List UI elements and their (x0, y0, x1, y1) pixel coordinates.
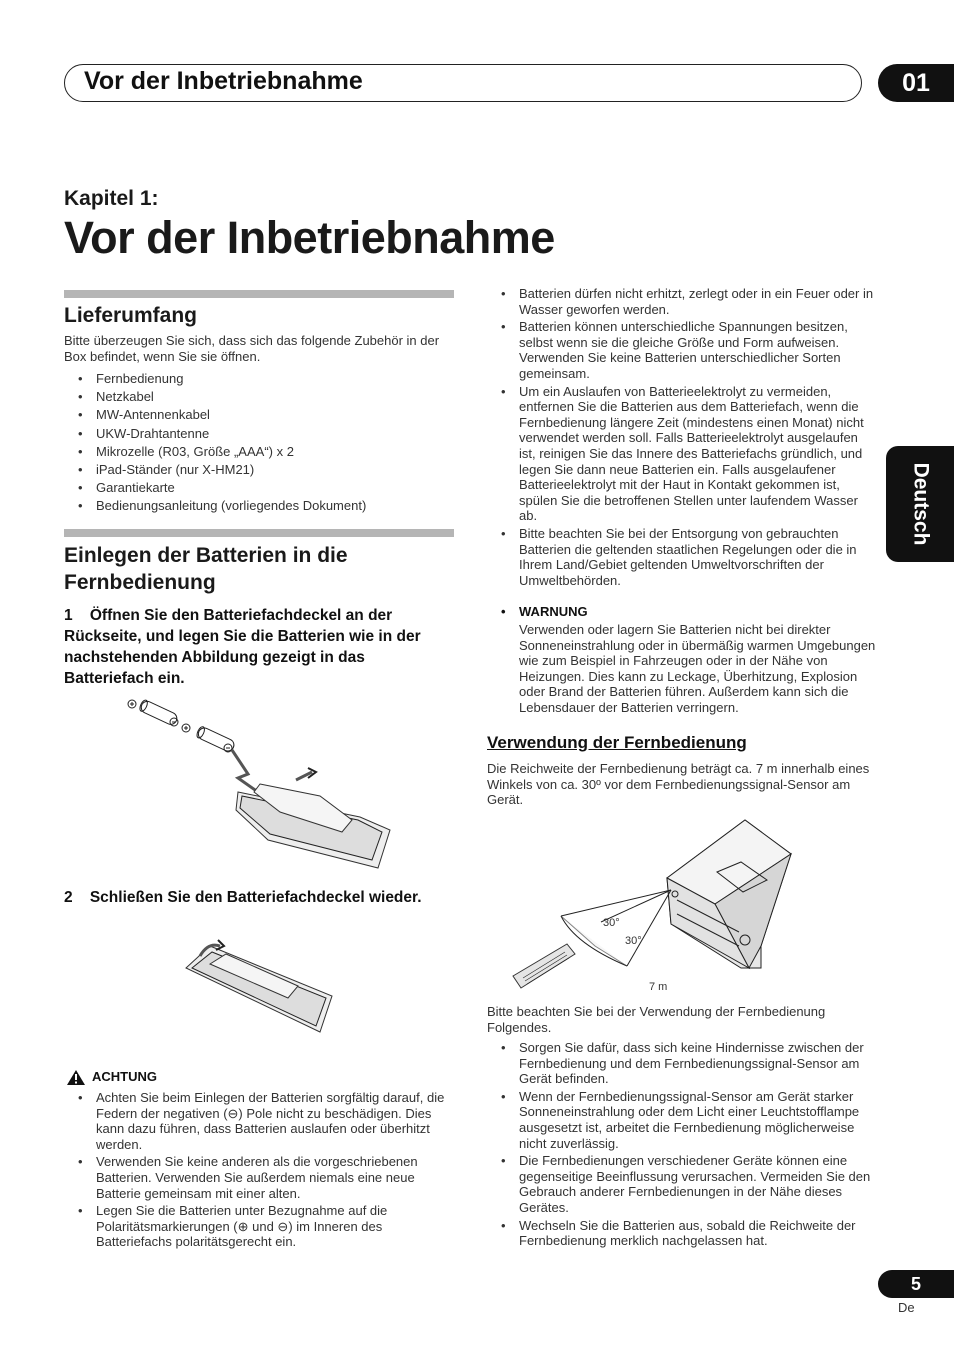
list-item: • Wechseln Sie die Batterien aus, sobald die Reichweite der Fernbedienung merklich nachgelassen hat. (487, 1218, 877, 1249)
step-1: 1 Öffnen Sie den Batteriefachdeckel an der Rückseite, und legen Sie die Batterien wie in der nachstehenden Abbildung gezeigt in das Batteriefach ein. (64, 607, 425, 687)
batterien-heading: Einlegen der Batterien in die Fernbedienung (64, 544, 348, 594)
battery-safety-list (487, 286, 875, 588)
lieferumfang-list (64, 370, 456, 516)
list-item: • Netzkabel (64, 388, 456, 406)
verwendung-intro: Die Reichweite der Fernbedienung beträgt ca. 7 m innerhalb eines Winkels von ca. 30º vor dem Fernbedienungssignal-Sensor am Gerät. (487, 761, 870, 808)
list-item: • Die Fernbedienungen verschiedener Geräte können eine gegenseitige Beeinflussung verursachen. Vermeiden Sie den Gebrauch anderer Fernbedienungen in der Nähe dieses Gerätes. (487, 1153, 877, 1215)
battery-insert-illustration (120, 692, 400, 872)
list-item: • Bitte beachten Sie bei der Entsorgung von gebrauchten Batterien die geltenden staatlichen Regelungen oder die in Ihrem Land/Gebiet geltenden Umweltvorschriften der Umweltbehörden. (487, 526, 875, 588)
verwendung-heading: Verwendung der Fernbedienung (487, 733, 747, 752)
list-item: • MW-Antennenkabel (64, 406, 456, 424)
page-number: 5 (878, 1270, 954, 1298)
header-title: Vor der Inbetriebnahme (84, 67, 363, 95)
chapter-title: Vor der Inbetriebnahme (64, 212, 555, 263)
list-item: • Verwenden Sie keine anderen als die vorgeschriebenen Batterien. Verwenden Sie außerdem niemals eine neue Batterie gemeinsam mit einer alten. (64, 1154, 456, 1201)
page-language: De (898, 1300, 915, 1315)
verwendung-list (487, 1040, 877, 1249)
chapter-number-badge: 01 (878, 64, 954, 102)
language-tab-label: Deutsch (909, 462, 933, 546)
list-item: • Garantiekarte (64, 479, 456, 497)
list-item: • UKW-Drahtantenne (64, 425, 456, 443)
list-item: • Batterien dürfen nicht erhitzt, zerlegt oder in ein Feuer oder in Wasser geworfen werden. (487, 286, 875, 317)
warnung-title: • WARNUNG (487, 604, 875, 620)
list-item: • Batterien können unterschiedliche Spannungen besitzen, selbst wenn sie die gleiche Größe und Form aufweisen. Verwenden Sie keine Batterien unterschiedlicher Sorten gemeinsam. (487, 319, 875, 381)
list-item: • Um ein Auslaufen von Batterieelektrolyt zu vermeiden, entfernen Sie die Batterien aus dem Batteriefach, wenn die Fernbedienung längere Zeit (mindestens einen Monat) nicht verwendet werden soll. Falls Batterieelektrolyt ausgelaufen ist, reinigen Sie das Innere des Batteriefachs gründlich, und legen Sie dann neue Batterien ein. Falls ausgelaufener Batterieelektrolyt mit der Haut in Kontakt gekommen ist, spülen Sie die betroffenen Stellen unter laufendem Wasser ab. (487, 384, 875, 524)
angle-label-2: 30° (625, 935, 642, 947)
language-tab-label-wrap (886, 446, 954, 562)
list-item: • iPad-Ständer (nur X-HM21) (64, 461, 456, 479)
lieferumfang-intro: Bitte überzeugen Sie sich, dass sich das folgende Zubehör in der Box befindet, wenn Sie sie öffnen. (64, 333, 440, 364)
chapter-label: Kapitel 1: (64, 187, 159, 210)
list-item: • Sorgen Sie dafür, dass sich keine Hindernisse zwischen der Fernbedienung und dem Fernbedienungssignal-Sensor am Gerät befinden. (487, 1040, 877, 1087)
lieferumfang-heading: Lieferumfang (64, 304, 198, 327)
warning-triangle-icon (66, 1069, 86, 1086)
angle-label-1: 30° (603, 917, 620, 929)
achtung-title: ACHTUNG (92, 1069, 157, 1084)
list-item: • Mikrozelle (R03, Größe „AAA“) x 2 (64, 443, 456, 461)
section-bar (64, 529, 454, 537)
verwendung-note: Bitte beachten Sie bei der Verwendung der Fernbedienung Folgendes. (487, 1004, 826, 1035)
battery-cover-close-illustration (180, 938, 340, 1038)
list-item: • Wenn der Fernbedienungssignal-Sensor am Gerät starker Sonneneinstrahlung oder dem Licht einer Leuchtstofflampe ausgesetzt ist, arbeitet die Fernbedienung möglicherweise nicht zuverlässig. (487, 1089, 877, 1151)
remote-range-illustration (505, 818, 795, 998)
step-2: 2 Schließen Sie den Batteriefachdeckel wieder. (64, 889, 422, 906)
section-bar (64, 290, 454, 298)
achtung-list (64, 1090, 456, 1250)
warnung-text: Verwenden oder lagern Sie Batterien nicht bei direkter Sonneneinstrahlung oder in übermäßig warmen Umgebungen wie zum Beispiel in Fahrzeugen oder in der Nähe von Heizungen. Dies kann zu Leckage, Überhitzung, Explosion oder Brand der Batterien führen. Außerdem kann sich die Lebensdauer der Batterien verringern. (519, 622, 876, 715)
list-item: • Bedienungsanleitung (vorliegendes Dokument) (64, 497, 456, 515)
list-item: • Fernbedienung (64, 370, 456, 388)
distance-label: 7 m (649, 981, 668, 993)
list-item: • Achten Sie beim Einlegen der Batterien sorgfältig darauf, die Federn der negativen (⊖) Pole nicht zu beschädigen. Dies kann dazu führen, dass Batterien auslaufen oder überhitzt werden. (64, 1090, 456, 1152)
list-item: • Legen Sie die Batterien unter Bezugnahme auf die Polaritätsmarkierungen (⊕ und ⊖) im Inneren des Batteriefachs polaritätsgerecht ein. (64, 1203, 456, 1250)
warnung-block (487, 604, 875, 620)
